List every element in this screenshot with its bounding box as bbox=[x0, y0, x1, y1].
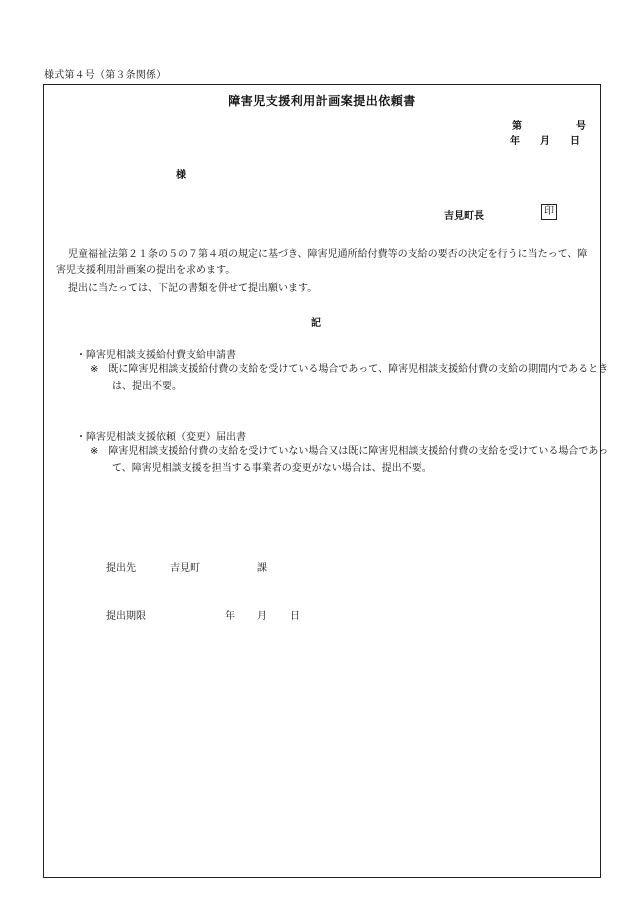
date-month: 月 bbox=[540, 136, 550, 147]
deadline-month: 月 bbox=[257, 611, 267, 622]
issuer-name: 吉見町長 bbox=[444, 211, 484, 222]
ref-number-prefix: 第 bbox=[512, 121, 522, 132]
body-paragraph-2: 提出に当たっては、下記の書類を併せて提出願います。 bbox=[68, 283, 318, 294]
deadline-day: 日 bbox=[290, 611, 300, 622]
ki-heading: 記 bbox=[311, 318, 321, 329]
item-2-note: ※ 障害児相談支援給付費の支給を受けていない場合又は既に障害児相談支援給付費の支給を受けている場合であって、障害児相談支援を担当する事業者の変更がない場合は、提出不要。 bbox=[90, 446, 609, 474]
addressee-suffix: 様 bbox=[176, 170, 186, 181]
deadline-label: 提出期限 bbox=[106, 611, 146, 622]
item-1-title: ・障害児相談支援給付費支給申請書 bbox=[76, 350, 236, 361]
body-paragraph-1: 児童福祉法第２１条の５の７第４項の規定に基づき、障害児通所給付費等の支給の要否の決定を行うに当たって、障害児支援利用計画案の提出を求めます。 bbox=[56, 249, 588, 276]
date-day: 日 bbox=[570, 136, 580, 147]
item-2-title: ・障害児相談支援依頼（変更）届出書 bbox=[76, 432, 246, 443]
item-1-note: ※ 既に障害児相談支援給付費の支給を受けている場合であって、障害児相談支援給付費の支給の期間内であるときは、提出不要。 bbox=[90, 364, 609, 392]
form-number: 様式第４号（第３条関係） bbox=[44, 70, 167, 81]
submit-to-label: 提出先 bbox=[106, 563, 136, 574]
document-frame bbox=[43, 84, 609, 878]
date-year: 年 bbox=[510, 136, 520, 147]
submit-to-section: 課 bbox=[257, 563, 267, 574]
deadline-year: 年 bbox=[225, 611, 235, 622]
seal-mark: 印 bbox=[541, 204, 557, 220]
document-title: 障害児支援利用計画案提出依頼書 bbox=[228, 94, 416, 108]
submit-to-town: 吉見町 bbox=[170, 563, 200, 574]
ref-number-suffix: 号 bbox=[576, 121, 586, 132]
